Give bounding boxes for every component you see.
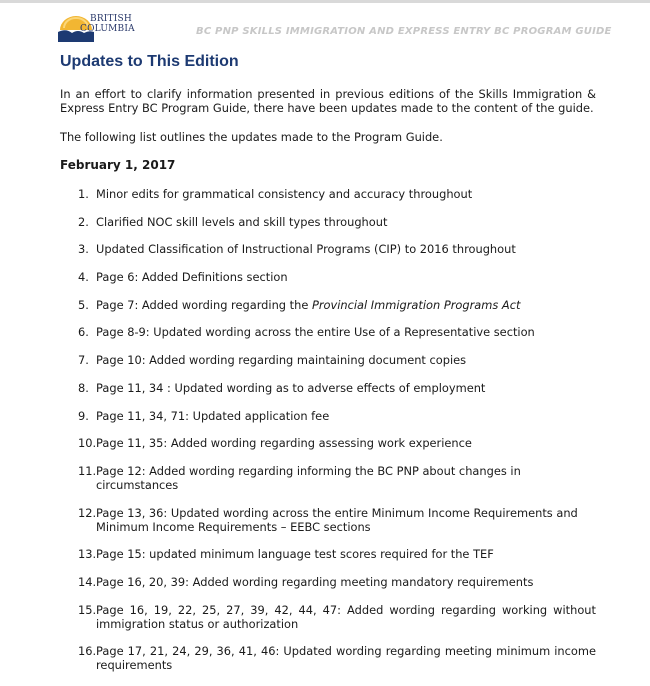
item-number: 11. — [78, 463, 97, 478]
list-item — [78, 547, 596, 561]
item-text — [96, 575, 596, 589]
item-text-main: Page 13, 36: Updated wording across the entire Minimum Income Requirements and Minimum Income Requirements – EEBC sections — [96, 505, 578, 534]
list-item — [78, 436, 596, 450]
list-item — [78, 270, 596, 284]
list-item — [78, 644, 596, 672]
list-item — [78, 464, 596, 492]
item-text-main: Page 11, 35: Added wording regarding assessing work experience — [96, 436, 472, 451]
list-item — [78, 325, 596, 339]
item-text-italic: Provincial Immigration Programs Act — [311, 297, 521, 312]
list-item — [78, 575, 596, 589]
item-text-main: Page 17, 21, 24, 29, 36, 41, 46: Updated wording regarding meeting minimum income requirements — [96, 644, 596, 673]
item-text-main: Page 11, 34, 71: Updated application fee — [96, 408, 330, 423]
list-item — [78, 506, 596, 534]
item-text — [96, 381, 596, 395]
list-item — [78, 381, 596, 395]
logo-line1: BRITISH — [90, 14, 132, 24]
list-item — [78, 409, 596, 423]
item-text-main: Page 7: Added wording regarding the — [96, 297, 312, 312]
item-text-main: Page 16, 20, 39: Added wording regarding meeting mandatory requirements — [96, 574, 534, 589]
item-number: 8. — [78, 380, 89, 395]
item-number: 1. — [78, 187, 89, 201]
item-number: 14. — [78, 574, 97, 589]
item-text-main: Updated Classification of Instructional Programs (CIP) to 2016 throughout — [96, 242, 516, 257]
item-text-main: Clarified NOC skill levels and skill types throughout — [96, 214, 388, 229]
logo-line2: COLUMBIA — [80, 24, 135, 34]
item-text — [96, 506, 596, 534]
logo-wordmark — [80, 14, 135, 34]
item-text-main: Page 8-9: Updated wording across the entire Use of a Representative section — [96, 325, 535, 340]
item-number: 13. — [78, 547, 97, 562]
item-number: 4. — [78, 270, 89, 285]
item-text-main: Page 16, 19, 22, 25, 27, 39, 42, 44, 47: Added wording regarding working without immigration status or authorization — [96, 602, 596, 631]
item-text — [96, 464, 596, 492]
item-number: 2. — [78, 214, 89, 229]
item-number: 5. — [78, 297, 89, 312]
intro-paragraph: In an effort to clarify information presented in previous editions of the Skills Immigration & Express Entry BC Program Guide, there have been updates made to the content of the guide. — [60, 87, 596, 115]
item-number: 10. — [78, 436, 97, 451]
item-text — [96, 325, 596, 339]
item-text — [96, 603, 596, 631]
item-number: 3. — [78, 242, 89, 257]
list-item — [78, 603, 596, 631]
item-text — [96, 215, 596, 229]
item-text-main: Page 10: Added wording regarding maintaining document copies — [96, 353, 467, 368]
list-item — [78, 242, 596, 256]
item-text — [96, 187, 596, 201]
list-item — [78, 215, 596, 229]
updates-list — [78, 187, 596, 686]
item-text-main: Page 11, 34 : Updated wording as to adverse effects of employment — [96, 380, 486, 395]
item-number: 16. — [78, 644, 97, 659]
item-text — [96, 409, 596, 423]
item-text — [96, 353, 596, 367]
list-intro: The following list outlines the updates made to the Program Guide. — [60, 130, 443, 144]
item-text — [96, 270, 596, 284]
item-text-main: Page 15: updated minimum language test scores required for the TEF — [96, 547, 494, 562]
item-number: 6. — [78, 325, 89, 340]
item-text — [96, 242, 596, 256]
item-text — [96, 436, 596, 450]
page-title: Updates to This Edition — [60, 53, 239, 70]
item-text — [96, 298, 596, 312]
item-number: 12. — [78, 505, 97, 520]
item-text-main: Page 6: Added Definitions section — [96, 270, 288, 285]
item-number: 15. — [78, 602, 97, 617]
item-text — [96, 547, 596, 561]
item-text-main: Page 12: Added wording regarding informing the BC PNP about changes in circumstances — [96, 463, 521, 492]
section-date: February 1, 2017 — [60, 158, 176, 172]
item-text-main: Minor edits for grammatical consistency and accuracy throughout — [96, 187, 473, 201]
item-number: 9. — [78, 408, 89, 423]
running-header: BC PNP SKILLS IMMIGRATION AND EXPRESS ENTRY BC PROGRAM GUIDE — [196, 26, 612, 37]
item-number: 7. — [78, 353, 89, 368]
top-border — [0, 0, 650, 3]
list-item — [78, 298, 596, 312]
list-item — [78, 353, 596, 367]
item-text — [96, 644, 596, 672]
list-item — [78, 187, 596, 201]
